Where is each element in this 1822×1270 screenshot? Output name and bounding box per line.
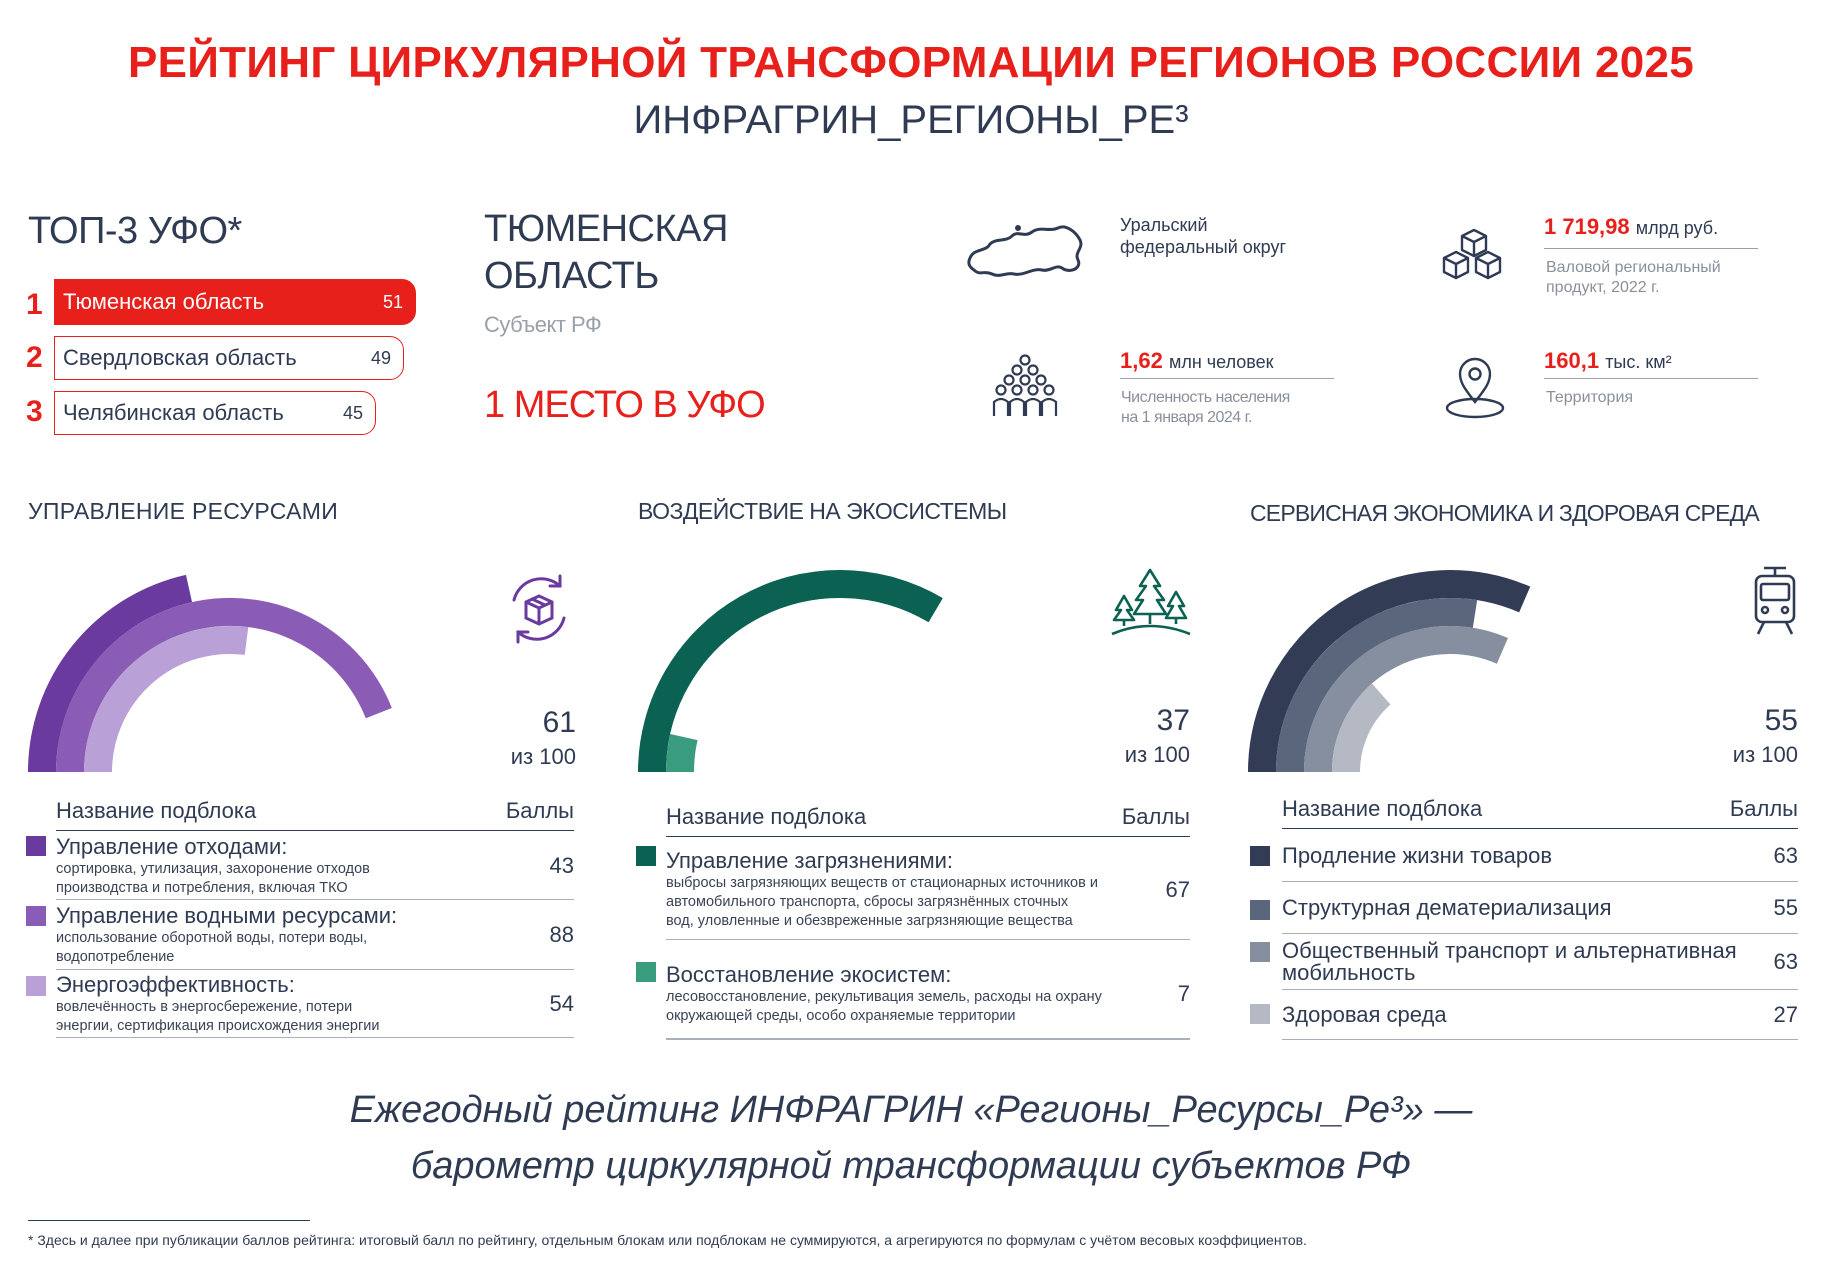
top3-title: ТОП-3 УФО*	[28, 210, 242, 252]
block-score-resources: 61	[542, 706, 576, 739]
legend-square-healthy-environment	[1250, 1004, 1270, 1024]
block-score-ecosystems: 37	[1156, 704, 1190, 737]
section-title-resources: УПРАВЛЕНИЕ РЕСУРСАМИ	[28, 498, 339, 524]
gauge-arc-restoration	[680, 737, 684, 772]
area-note: Территория	[1546, 389, 1634, 406]
table-header-ecosystems: Название подблока Баллы	[666, 804, 1190, 829]
table-row: Управление загрязнениями: выбросы загрязняющих веществ от стационарных источников и автомобильного транспорта, сбросы загрязнённых сточных вод, уловленные и обезвреженные загрязняющие вещества 67	[666, 840, 1190, 940]
top3-item-3	[54, 391, 376, 435]
table-header-line	[666, 836, 1190, 837]
top3-item-2	[54, 336, 404, 380]
table-bottom-line	[666, 1038, 1190, 1040]
tagline: Ежегодный рейтинг ИНФРАГРИН «Регионы_Ресурсы_Ре³» — барометр циркулярной трансформации субъектов РФ	[349, 1089, 1473, 1187]
table-row: Общественный транспорт и альтернативная мобильность 63	[1282, 934, 1798, 990]
table-row: Управление водными ресурсами: использование оборотной воды, потери воды, водопотребление 88	[56, 900, 574, 970]
grp-note: Валовой региональный продукт, 2022 г.	[1546, 259, 1721, 296]
block-score-of-service: из 100	[1732, 742, 1798, 767]
table-header-resources: Название подблока Баллы	[56, 798, 574, 823]
block-score-of-ecosystems: из 100	[1124, 742, 1190, 767]
top3-item-1	[54, 279, 416, 325]
russia-map-icon	[966, 218, 1086, 286]
rank-number-3: 3	[26, 395, 43, 428]
legend-square-restoration	[636, 962, 656, 982]
people-icon	[990, 352, 1060, 418]
region-subtitle: Субъект РФ	[484, 312, 602, 337]
legend-square-public-transport	[1250, 942, 1270, 962]
top3-item-score: 51	[382, 291, 403, 312]
page-title: РЕЙТИНГ ЦИРКУЛЯРНОЙ ТРАНСФОРМАЦИИ РЕГИОНОВ РОССИИ 2025	[127, 38, 1695, 87]
block-score-service: 55	[1764, 704, 1798, 737]
location-pin-icon	[1442, 356, 1508, 422]
top3-item-score: 49	[370, 347, 391, 368]
table-header-service: Название подблока Баллы	[1282, 796, 1798, 821]
legend-square-dematerialization	[1250, 900, 1270, 920]
top3-item-score: 45	[342, 402, 363, 423]
table-row: Здоровая среда 27	[1282, 990, 1798, 1040]
table-header-line	[56, 830, 574, 831]
table-row: Энергоэффективность: вовлечённость в энергосбережение, потери энергии, сертификация происхождения энергии 54	[56, 970, 574, 1038]
legend-square-waste	[26, 836, 46, 856]
gauge-resources	[0, 560, 620, 780]
gauge-service	[1220, 560, 1822, 780]
section-title-service: СЕРВИСНАЯ ЭКОНОМИКА И ЗДОРОВАЯ СРЕДА	[1250, 500, 1759, 526]
area-value: 160,1 тыс. км²	[1544, 348, 1672, 373]
region-name: ТЮМЕНСКАЯ ОБЛАСТЬ	[484, 208, 728, 297]
top3-item-name: Тюменская область	[63, 289, 265, 314]
legend-square-energy	[26, 976, 46, 996]
table-row: Восстановление экосистем: лесовосстановление, рекультивация земель, расходы на охрану окружающей среды, особо охраняемые территории 7	[666, 962, 1190, 1024]
region-place: 1 МЕСТО В УФО	[484, 384, 765, 426]
block-score-of-resources: из 100	[510, 744, 576, 769]
cubes-icon	[1440, 218, 1508, 284]
table-row: Управление отходами: сортировка, утилизация, захоронение отходов производства и потребления, включая ТКО 43	[56, 832, 574, 900]
section-title-ecosystems: ВОЗДЕЙСТВИЕ НА ЭКОСИСТЕМЫ	[638, 498, 1007, 524]
rank-number-2: 2	[26, 341, 43, 374]
population-divider	[1120, 378, 1334, 379]
district-label: Уральский федеральный округ	[1120, 215, 1287, 257]
table-header-line	[1282, 828, 1798, 829]
population-value: 1,62 млн человек	[1120, 348, 1274, 373]
legend-square-product-life	[1250, 846, 1270, 866]
grp-divider	[1544, 248, 1758, 249]
legend-square-pollution	[636, 846, 656, 866]
footnote-divider	[28, 1220, 310, 1221]
rank-number-1: 1	[26, 288, 43, 321]
page-subtitle: ИНФРАГРИН_РЕГИОНЫ_РЕ³	[633, 98, 1189, 142]
area-divider	[1544, 378, 1758, 379]
top3-item-name: Челябинская область	[63, 400, 284, 425]
gauge-ecosystems	[610, 560, 1230, 780]
footnote: * Здесь и далее при публикации баллов рейтинга: итоговый балл по рейтингу, отдельным блокам или подблокам не суммируются, а агрегируются по формулам с учётом весовых коэффициентов.	[28, 1232, 1307, 1248]
legend-square-water	[26, 906, 46, 926]
table-row: Структурная дематериализация 55	[1282, 882, 1798, 934]
grp-value: 1 719,98 млрд руб.	[1544, 214, 1719, 239]
table-row: Продление жизни товаров 63	[1282, 830, 1798, 882]
top3-item-name: Свердловская область	[63, 345, 297, 370]
population-note: Численность населения на 1 января 2024 г.	[1121, 389, 1290, 426]
